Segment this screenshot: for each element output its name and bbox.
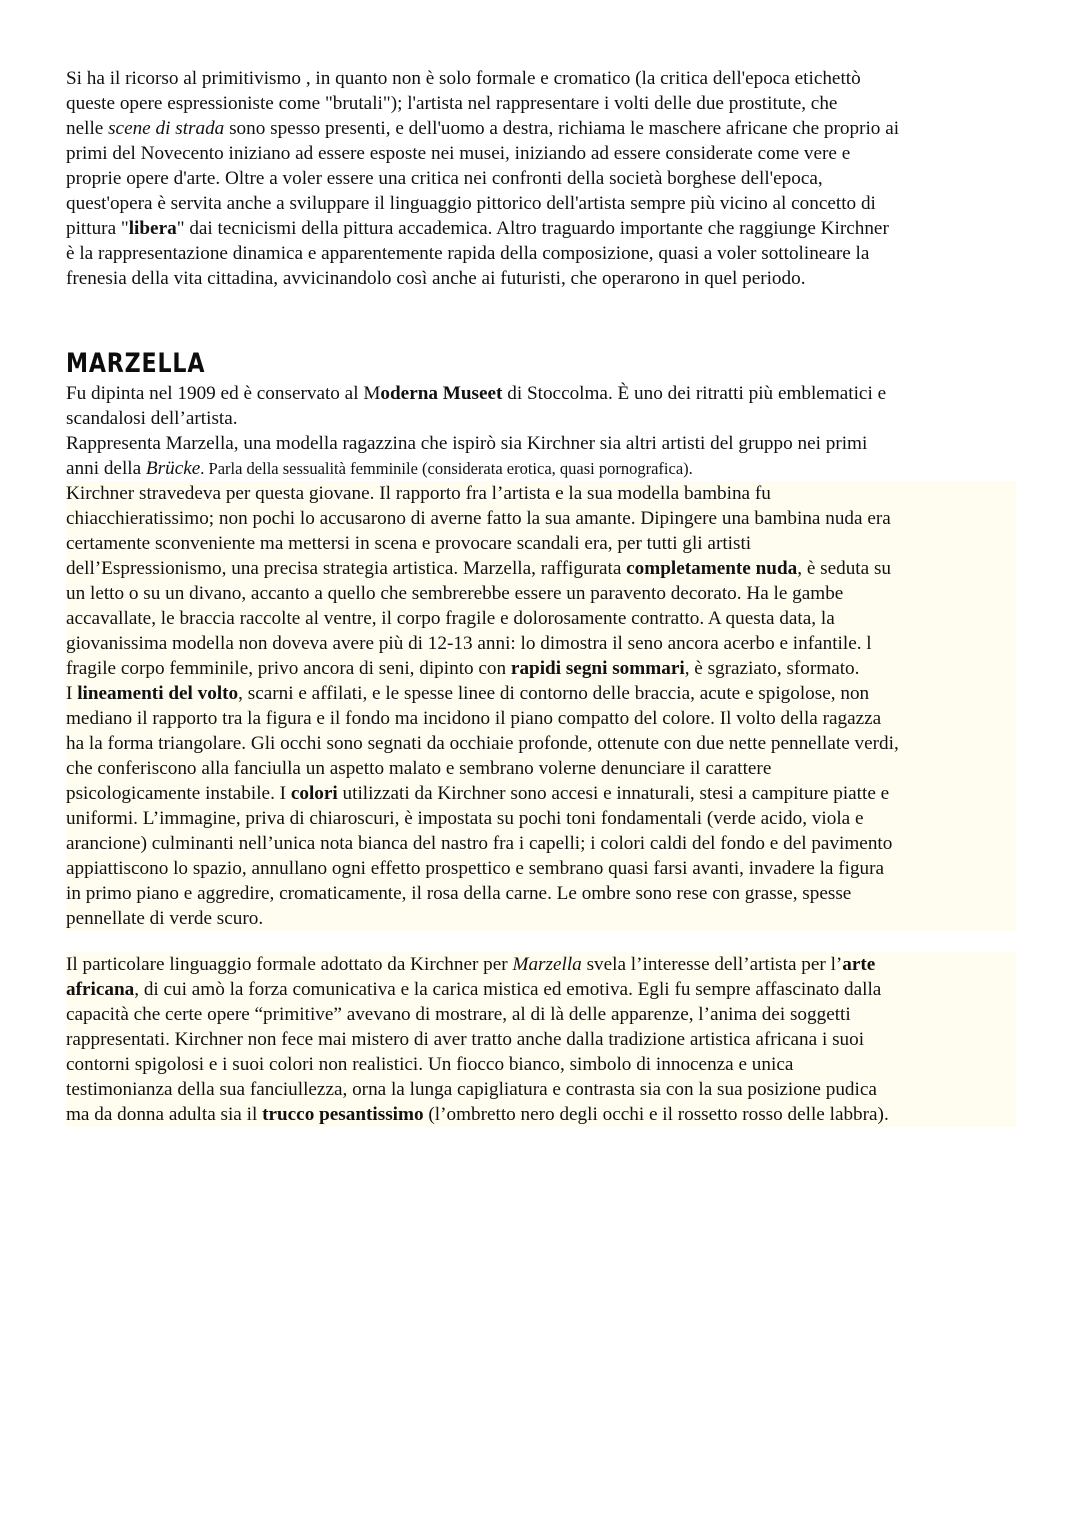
text-line: pennellate di verde scuro. — [66, 906, 1016, 931]
bold-term: colori — [290, 783, 338, 804]
bold-term: africana — [66, 979, 135, 1000]
text-line: primi del Novecento iniziano ad essere esposte nei musei, iniziando ad essere considerate come vere e — [66, 143, 851, 164]
text-line: capacità che certe opere “primitive” avevano di mostrare, al di là delle apparenze, l’anima dei soggetti — [66, 1002, 1016, 1027]
text-line: anni della Brücke. Parla della sessualità femminile (considerata erotica, quasi pornografica). — [66, 458, 693, 479]
text-line: che conferiscono alla fanciulla un aspetto malato e sembrano volerne denunciare il carattere — [66, 756, 1016, 781]
text-line: un letto o su un divano, accanto a quello che sembrerebbe essere un paravento decorato. Ha le gambe — [66, 581, 1016, 606]
bold-term: oderna Museet — [380, 383, 503, 404]
body-paragraph — [66, 381, 1016, 931]
text-line: chiacchieratissimo; non pochi lo accusarono di averne fatto la sua amante. Dipingere una bambina nuda era — [66, 506, 1016, 531]
text-line: quest'opera è servita anche a sviluppare il linguaggio pittorico dell'artista sempre più vicino al concetto di — [66, 193, 876, 214]
text-line: arancione) culminanti nell’unica nota bianca del nastro fra i capelli; i colori caldi del fondo e del pavimento — [66, 831, 1016, 856]
text-line: mediano il rapporto tra la figura e il fondo ma incidono il piano compatto del colore. Il volto della ragazza — [66, 706, 1016, 731]
text-line: dell’Espressionismo, una precisa strategia artistica. Marzella, raffigurata completamente nuda, è seduta su — [66, 556, 1016, 581]
document-page — [66, 66, 1016, 1127]
bold-term: libera — [128, 218, 177, 239]
italic-term: Brücke — [145, 458, 201, 479]
text-line: Fu dipinta nel 1909 ed è conservato al Moderna Museet di Stoccolma. È uno dei ritratti più emblematici e — [66, 383, 887, 404]
text-line: in primo piano e aggredire, cromaticamente, il rosa della carne. Le ombre sono rese con grasse, spesse — [66, 881, 1016, 906]
text-line: Il particolare linguaggio formale adottato da Kirchner per Marzella svela l’interesse dell’artista per l’arte — [66, 952, 1016, 977]
bold-term: lineamenti del volto — [77, 683, 239, 704]
text-line: Rappresenta Marzella, una modella ragazzina che ispirò sia Kirchner sia altri artisti del gruppo nei primi — [66, 433, 868, 454]
closing-paragraph — [66, 952, 1016, 1127]
bold-term: completamente nuda — [626, 558, 798, 579]
section-title: MARZELLA — [66, 348, 206, 379]
text-line: Si ha il ricorso al primitivismo , in quanto non è solo formale e cromatico (la critica dell'epoca etichettò — [66, 68, 861, 89]
text-line: testimonianza della sua fanciullezza, orna la lunga capigliatura e contrasta sia con la sua posizione pudica — [66, 1077, 1016, 1102]
text-line: certamente sconveniente ma mettersi in scena e provocare scandali era, per tutti gli artisti — [66, 531, 1016, 556]
bold-term: rapidi segni sommari — [510, 658, 685, 679]
text-line: accavallate, le braccia raccolte al ventre, il corpo fragile e dolorosamente contratto. A questa data, la — [66, 606, 1016, 631]
bold-term: trucco pesantissimo — [262, 1104, 424, 1125]
text-line: africana, di cui amò la forza comunicativa e la carica mistica ed emotiva. Egli fu sempre affascinato dalla — [66, 977, 1016, 1002]
text-line: giovanissima modella non doveva avere più di 12-13 anni: lo dimostra il seno ancora acerbo e infantile. l — [66, 631, 1016, 656]
bold-term: arte — [842, 954, 876, 975]
text-line: uniformi. L’immagine, priva di chiaroscuri, è impostata su pochi toni fondamentali (verde acido, viola e — [66, 806, 1016, 831]
text-line: psicologicamente instabile. I colori utilizzati da Kirchner sono accesi e innaturali, stesi a campiture piatte e — [66, 781, 1016, 806]
text-line: queste opere espressioniste come "brutali"); l'artista nel rappresentare i volti delle due prostitute, che — [66, 93, 838, 114]
text-line: ha la forma triangolare. Gli occhi sono segnati da occhiaie profonde, ottenute con due nette pennellate verdi, — [66, 731, 1016, 756]
italic-term: scene di strada — [108, 118, 225, 139]
text-line: frenesia della vita cittadina, avvicinandolo così anche ai futuristi, che operarono in quel periodo. — [66, 268, 806, 289]
intro-paragraph — [66, 66, 1016, 291]
text-line: contorni spigolosi e i suoi colori non realistici. Un fiocco bianco, simbolo di innocenza e unica — [66, 1052, 1016, 1077]
text-line: I lineamenti del volto, scarni e affilati, e le spesse linee di contorno delle braccia, acute e spigolose, non — [66, 681, 1016, 706]
text-line: scandalosi dell’artista. — [66, 408, 238, 429]
text-line: proprie opere d'arte. Oltre a voler essere una critica nei confronti della società borghese dell'epoca, — [66, 168, 823, 189]
text-line: è la rappresentazione dinamica e apparentemente rapida della composizione, quasi a voler sottolineare la — [66, 243, 870, 264]
text-line: ma da donna adulta sia il trucco pesantissimo (l’ombretto nero degli occhi e il rossetto rosso delle labbra). — [66, 1102, 1016, 1127]
text-line: nelle scene di strada sono spesso presenti, e dell'uomo a destra, richiama le maschere africane che proprio ai — [66, 118, 900, 139]
text-line: Kirchner stravedeva per questa giovane. Il rapporto fra l’artista e la sua modella bambina fu — [66, 481, 1016, 506]
italic-term: Marzella — [512, 954, 582, 975]
text-line: fragile corpo femminile, privo ancora di seni, dipinto con rapidi segni sommari, è sgraziato, sformato. — [66, 656, 1016, 681]
text-line: rappresentati. Kirchner non fece mai mistero di aver tratto anche dalla tradizione artistica africana i suoi — [66, 1027, 1016, 1052]
text-line: pittura "libera" dai tecnicismi della pittura accademica. Altro traguardo importante che raggiunge Kirchner — [66, 218, 889, 239]
text-line: appiattiscono lo spazio, annullano ogni effetto prospettico e sembrano quasi farsi avanti, invadere la figura — [66, 856, 1016, 881]
